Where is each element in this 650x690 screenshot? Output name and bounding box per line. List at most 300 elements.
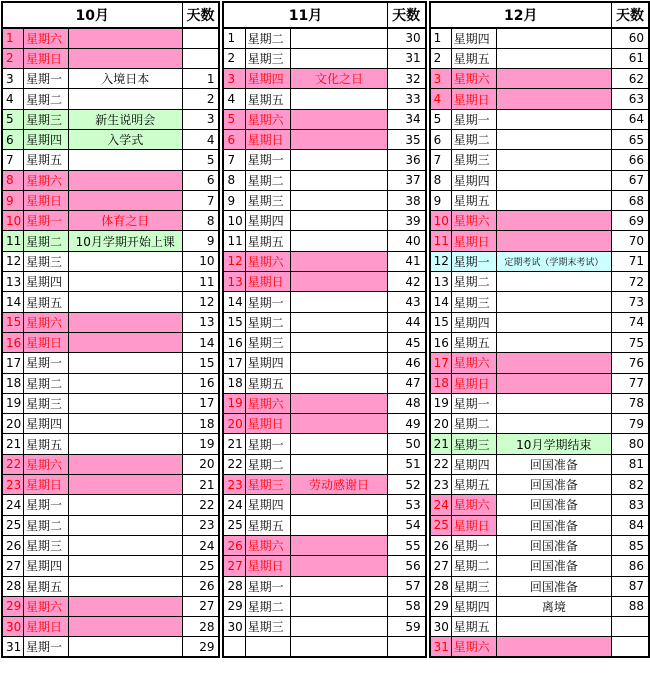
- day-number: 9: [2, 190, 23, 210]
- day-count: 57: [387, 576, 426, 596]
- weekday: 星期四: [23, 129, 68, 149]
- weekday: 星期二: [245, 170, 291, 190]
- event: [68, 332, 182, 352]
- weekday: 星期三: [451, 150, 496, 170]
- weekday: 星期三: [23, 535, 68, 555]
- event: [291, 211, 387, 231]
- table-row: [223, 89, 425, 109]
- day-number: 30: [223, 617, 245, 637]
- table-row: [223, 454, 425, 474]
- day-number: 5: [223, 109, 245, 129]
- event: [496, 272, 611, 292]
- day-count: 52: [387, 475, 426, 495]
- day-number: 16: [223, 332, 245, 352]
- day-count: 4: [182, 129, 219, 149]
- day-count: 29: [182, 637, 219, 657]
- weekday: 星期日: [451, 515, 496, 535]
- event: [496, 332, 611, 352]
- weekday: 星期日: [23, 190, 68, 210]
- day-number: 2: [430, 48, 451, 68]
- day-count: 62: [611, 69, 649, 89]
- days-count-header: 天数: [387, 2, 426, 28]
- event: [291, 495, 387, 515]
- weekday: 星期三: [245, 332, 291, 352]
- day-count: 49: [387, 414, 426, 434]
- event: [291, 637, 387, 657]
- event: [291, 48, 387, 68]
- event: [496, 190, 611, 210]
- day-number: 11: [430, 231, 451, 251]
- day-number: 21: [430, 434, 451, 454]
- day-number: 25: [430, 515, 451, 535]
- day-number: 30: [2, 617, 23, 637]
- day-number: 7: [2, 150, 23, 170]
- day-count: 60: [611, 28, 649, 48]
- day-number: 29: [223, 596, 245, 616]
- day-count: 1: [182, 69, 219, 89]
- day-count: 54: [387, 515, 426, 535]
- event: [291, 373, 387, 393]
- day-count: 48: [387, 393, 426, 413]
- event: 定期考试（学期末考试）: [496, 251, 611, 271]
- table-row: [430, 454, 649, 474]
- weekday: 星期四: [245, 211, 291, 231]
- day-count: 64: [611, 109, 649, 129]
- weekday: 星期一: [23, 637, 68, 657]
- table-row: [223, 211, 425, 231]
- weekday: 星期四: [451, 454, 496, 474]
- weekday: 星期三: [23, 251, 68, 271]
- month-table-1: [1, 1, 220, 658]
- event: [496, 393, 611, 413]
- day-number: 23: [2, 475, 23, 495]
- weekday: 星期一: [451, 109, 496, 129]
- event: [291, 150, 387, 170]
- day-number: 24: [2, 495, 23, 515]
- event: [291, 231, 387, 251]
- event: [496, 150, 611, 170]
- table-row: [223, 596, 425, 616]
- day-number: 1: [2, 28, 23, 48]
- table-row: [430, 190, 649, 210]
- day-count: 10: [182, 251, 219, 271]
- table-row: [2, 69, 219, 89]
- event: [291, 312, 387, 332]
- event: [496, 617, 611, 637]
- table-row: [2, 373, 219, 393]
- day-count: 21: [182, 475, 219, 495]
- weekday: 星期六: [451, 637, 496, 657]
- table-row: [430, 231, 649, 251]
- day-count: 88: [611, 596, 649, 616]
- day-number: 9: [223, 190, 245, 210]
- table-row: [430, 373, 649, 393]
- day-count: 86: [611, 556, 649, 576]
- day-number: 22: [2, 454, 23, 474]
- weekday: 星期四: [451, 312, 496, 332]
- day-number: 13: [430, 272, 451, 292]
- event: [291, 535, 387, 555]
- table-row: [223, 272, 425, 292]
- weekday: 星期三: [23, 109, 68, 129]
- table-row: [2, 495, 219, 515]
- table-row: [2, 515, 219, 535]
- weekday: 星期三: [245, 617, 291, 637]
- event: [68, 414, 182, 434]
- day-count: 66: [611, 150, 649, 170]
- day-count: 65: [611, 129, 649, 149]
- day-count: 38: [387, 190, 426, 210]
- month-table-2: [222, 1, 426, 658]
- day-count: 84: [611, 515, 649, 535]
- table-row: [2, 454, 219, 474]
- day-number: 17: [2, 353, 23, 373]
- day-number: 12: [430, 251, 451, 271]
- day-count: [611, 617, 649, 637]
- day-count: 8: [182, 211, 219, 231]
- day-number: 10: [430, 211, 451, 231]
- event: [496, 89, 611, 109]
- day-number: 19: [430, 393, 451, 413]
- event: [291, 292, 387, 312]
- weekday: 星期一: [23, 211, 68, 231]
- event: [68, 393, 182, 413]
- day-number: 5: [2, 109, 23, 129]
- event: [496, 129, 611, 149]
- day-number: 26: [223, 535, 245, 555]
- event: [68, 515, 182, 535]
- event: [496, 28, 611, 48]
- table-row: [430, 353, 649, 373]
- month-table-3: [429, 1, 650, 658]
- day-number: 6: [2, 129, 23, 149]
- table-row: [430, 393, 649, 413]
- day-number: 14: [430, 292, 451, 312]
- day-count: 30: [387, 28, 426, 48]
- event: 回国准备: [496, 515, 611, 535]
- weekday: 星期六: [245, 393, 291, 413]
- day-number: 20: [430, 414, 451, 434]
- table-row: [2, 190, 219, 210]
- event: [291, 617, 387, 637]
- weekday: 星期三: [23, 393, 68, 413]
- table-row: [2, 89, 219, 109]
- day-count: 11: [182, 272, 219, 292]
- event: [496, 373, 611, 393]
- day-number: 21: [223, 434, 245, 454]
- event: [291, 170, 387, 190]
- day-count: 87: [611, 576, 649, 596]
- event: [68, 190, 182, 210]
- day-count: 27: [182, 596, 219, 616]
- weekday: 星期五: [245, 515, 291, 535]
- weekday: 星期三: [451, 292, 496, 312]
- day-number: 17: [430, 353, 451, 373]
- table-row: [430, 515, 649, 535]
- day-count: 25: [182, 556, 219, 576]
- weekday: 星期五: [451, 617, 496, 637]
- weekday: 星期二: [23, 373, 68, 393]
- weekday: 星期四: [245, 69, 291, 89]
- weekday: 星期日: [245, 272, 291, 292]
- weekday: 星期五: [23, 434, 68, 454]
- table-row: [223, 129, 425, 149]
- weekday: 星期二: [451, 414, 496, 434]
- day-count: 45: [387, 332, 426, 352]
- weekday: 星期三: [245, 475, 291, 495]
- day-number: 15: [2, 312, 23, 332]
- weekday: 星期六: [451, 69, 496, 89]
- event: 回国准备: [496, 556, 611, 576]
- weekday: 星期日: [451, 89, 496, 109]
- event: [68, 495, 182, 515]
- table-row: [430, 414, 649, 434]
- event: [291, 414, 387, 434]
- day-number: 25: [223, 515, 245, 535]
- event: 文化之日: [291, 69, 387, 89]
- day-count: 36: [387, 150, 426, 170]
- day-count: 43: [387, 292, 426, 312]
- day-number: 14: [2, 292, 23, 312]
- table-row: [223, 312, 425, 332]
- event: [291, 515, 387, 535]
- weekday: 星期五: [23, 150, 68, 170]
- table-row: [430, 434, 649, 454]
- day-count: 51: [387, 454, 426, 474]
- event: 回国准备: [496, 475, 611, 495]
- weekday: 星期五: [23, 576, 68, 596]
- days-count-header: 天数: [182, 2, 219, 28]
- day-number: 3: [223, 69, 245, 89]
- day-count: 75: [611, 332, 649, 352]
- table-row: [430, 28, 649, 48]
- event: [68, 475, 182, 495]
- table-row: [430, 48, 649, 68]
- table-row: [430, 272, 649, 292]
- table-row: [2, 617, 219, 637]
- weekday: 星期六: [245, 109, 291, 129]
- day-number: 16: [2, 332, 23, 352]
- event: [291, 556, 387, 576]
- event: 10月学期开始上课: [68, 231, 182, 251]
- table-row: [223, 109, 425, 129]
- day-number: 18: [430, 373, 451, 393]
- day-number: 2: [2, 48, 23, 68]
- table-row: [430, 150, 649, 170]
- day-count: 34: [387, 109, 426, 129]
- day-count: 63: [611, 89, 649, 109]
- event: 体育之日: [68, 211, 182, 231]
- day-count: 32: [387, 69, 426, 89]
- day-number: 31: [2, 637, 23, 657]
- day-number: 10: [2, 211, 23, 231]
- event: [68, 150, 182, 170]
- day-count: 39: [387, 211, 426, 231]
- weekday: 星期日: [245, 414, 291, 434]
- weekday: 星期六: [23, 454, 68, 474]
- month-header: 11月: [223, 2, 387, 28]
- weekday: 星期六: [23, 170, 68, 190]
- day-number: 2: [223, 48, 245, 68]
- day-number: 3: [430, 69, 451, 89]
- event: [291, 272, 387, 292]
- weekday: 星期五: [451, 48, 496, 68]
- weekday: 星期日: [23, 475, 68, 495]
- day-count: 42: [387, 272, 426, 292]
- day-number: 30: [430, 617, 451, 637]
- event: [496, 637, 611, 657]
- event: 回国准备: [496, 495, 611, 515]
- weekday: 星期一: [451, 535, 496, 555]
- day-number: 28: [223, 576, 245, 596]
- event: [496, 109, 611, 129]
- day-count: 83: [611, 495, 649, 515]
- weekday: 星期一: [245, 576, 291, 596]
- event: [68, 454, 182, 474]
- table-row: [430, 89, 649, 109]
- day-count: 81: [611, 454, 649, 474]
- table-row: [223, 414, 425, 434]
- table-row: [2, 434, 219, 454]
- weekday: 星期二: [23, 89, 68, 109]
- table-row: [2, 332, 219, 352]
- table-row: [223, 190, 425, 210]
- table-row: [430, 556, 649, 576]
- day-count: 46: [387, 353, 426, 373]
- day-count: 85: [611, 535, 649, 555]
- table-row: [2, 231, 219, 251]
- event: 入学式: [68, 129, 182, 149]
- table-row: [223, 637, 425, 657]
- day-number: 31: [430, 637, 451, 657]
- weekday: 星期二: [245, 596, 291, 616]
- event: 10月学期结束: [496, 434, 611, 454]
- table-row: [223, 292, 425, 312]
- day-count: 80: [611, 434, 649, 454]
- day-count: 67: [611, 170, 649, 190]
- day-count: 56: [387, 556, 426, 576]
- weekday: 星期四: [245, 495, 291, 515]
- event: [291, 393, 387, 413]
- weekday: 星期一: [245, 292, 291, 312]
- table-row: [2, 150, 219, 170]
- table-row: [223, 475, 425, 495]
- weekday: 星期二: [23, 231, 68, 251]
- day-count: 20: [182, 454, 219, 474]
- weekday: 星期五: [245, 373, 291, 393]
- day-count: 37: [387, 170, 426, 190]
- day-number: 22: [223, 454, 245, 474]
- day-count: 59: [387, 617, 426, 637]
- weekday: 星期三: [451, 434, 496, 454]
- weekday: 星期一: [245, 434, 291, 454]
- day-number: 15: [223, 312, 245, 332]
- table-row: [223, 170, 425, 190]
- event: [68, 272, 182, 292]
- day-count: 2: [182, 89, 219, 109]
- table-row: [223, 48, 425, 68]
- day-count: 55: [387, 535, 426, 555]
- day-count: 69: [611, 211, 649, 231]
- event: [291, 596, 387, 616]
- day-number: 18: [223, 373, 245, 393]
- table-row: [430, 535, 649, 555]
- weekday: 星期一: [23, 69, 68, 89]
- day-count: 17: [182, 393, 219, 413]
- day-number: 29: [430, 596, 451, 616]
- day-number: 11: [223, 231, 245, 251]
- day-count: 73: [611, 292, 649, 312]
- event: [68, 292, 182, 312]
- table-row: [430, 170, 649, 190]
- day-count: 14: [182, 332, 219, 352]
- day-count: [387, 637, 426, 657]
- day-number: 19: [2, 393, 23, 413]
- day-number: 1: [430, 28, 451, 48]
- event: [68, 637, 182, 657]
- day-number: 6: [430, 129, 451, 149]
- day-count: 19: [182, 434, 219, 454]
- event: [68, 89, 182, 109]
- table-row: [223, 434, 425, 454]
- day-number: 4: [430, 89, 451, 109]
- day-number: 7: [223, 150, 245, 170]
- day-number: 16: [430, 332, 451, 352]
- event: [291, 576, 387, 596]
- event: [68, 535, 182, 555]
- weekday: 星期六: [23, 312, 68, 332]
- weekday: 星期四: [451, 596, 496, 616]
- day-number: 1: [223, 28, 245, 48]
- weekday: 星期一: [23, 353, 68, 373]
- event: [496, 211, 611, 231]
- table-row: [2, 109, 219, 129]
- day-number: 28: [2, 576, 23, 596]
- day-count: 12: [182, 292, 219, 312]
- day-count: 15: [182, 353, 219, 373]
- day-number: 11: [2, 231, 23, 251]
- weekday: 星期五: [245, 89, 291, 109]
- event: [496, 69, 611, 89]
- day-number: 8: [430, 170, 451, 190]
- table-row: [430, 251, 649, 271]
- event: [496, 312, 611, 332]
- weekday: 星期四: [245, 353, 291, 373]
- event: [291, 89, 387, 109]
- table-row: [223, 393, 425, 413]
- event: [496, 231, 611, 251]
- weekday: 星期二: [245, 312, 291, 332]
- event: [68, 596, 182, 616]
- table-row: [2, 414, 219, 434]
- table-row: [430, 292, 649, 312]
- table-row: [430, 211, 649, 231]
- day-number: 6: [223, 129, 245, 149]
- event: [496, 353, 611, 373]
- table-row: [223, 556, 425, 576]
- day-count: 9: [182, 231, 219, 251]
- event: [291, 190, 387, 210]
- day-number: 17: [223, 353, 245, 373]
- day-count: 44: [387, 312, 426, 332]
- weekday: 星期二: [245, 454, 291, 474]
- day-number: 10: [223, 211, 245, 231]
- event: [291, 28, 387, 48]
- weekday: 星期二: [451, 129, 496, 149]
- table-row: [2, 251, 219, 271]
- event: [68, 48, 182, 68]
- event: [68, 556, 182, 576]
